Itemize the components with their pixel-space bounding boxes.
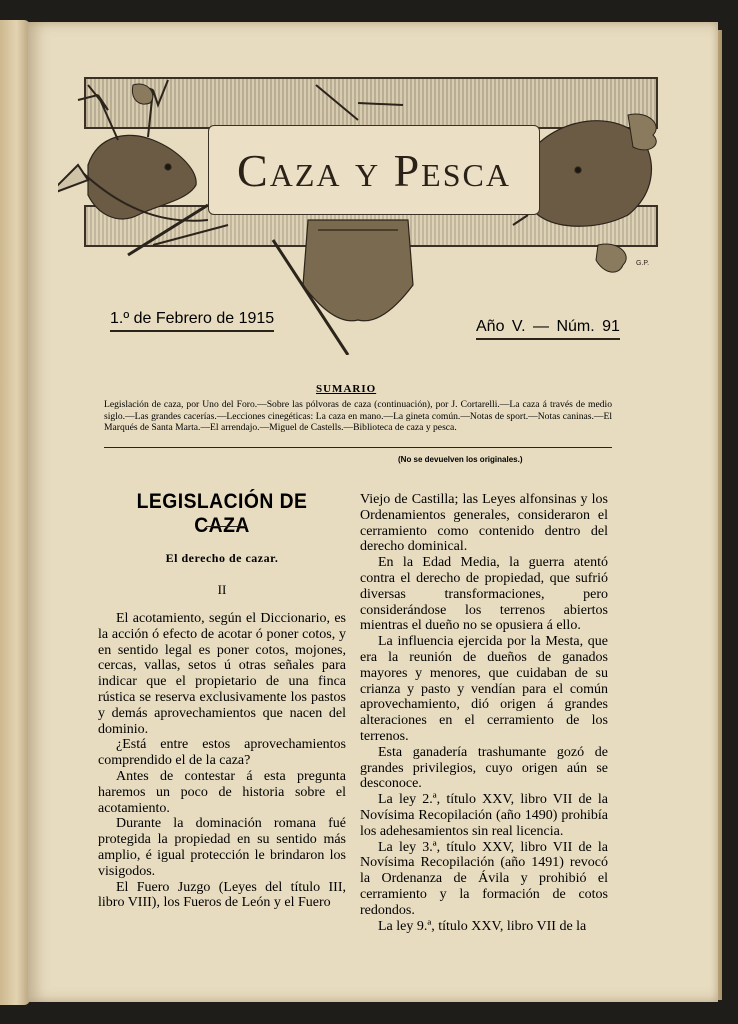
artist-signature: G.P.: [636, 260, 650, 267]
paragraph: En la Edad Media, la guerra atentó contra el derecho de propiedad, que sufrió diversas transformaciones, pero considerándose los terrenos abiertos mientras el dueño no se opusiera á ello.: [360, 555, 608, 634]
divider: [206, 526, 246, 527]
title-banner: [208, 125, 540, 215]
game-bag-icon: [303, 220, 413, 321]
sumario-text: Legislación de caza, por Uno del Foro.—Sobre las pólvoras de caza (continuación), por J. Cortarelli.—La caza á través de medio siglo.—Las grandes cacerías.—Lecciones cinegéticas: La caza en mano.—La gineta común.—Notas de sport.—Notas caninas.—El Marqués de Santa Marta.—El arrendajo.—Miguel de Castells.—Biblioteca de caza y pesca.: [104, 399, 612, 433]
paragraph: La ley 3.ª, título XXV, libro VII de la Novísima Recopilación (año 1491) revocó la Ordenanza de Ávila y prohibió el cerramiento y la formación de cotos redondos.: [360, 839, 608, 918]
masthead: [58, 55, 658, 295]
paragraph: Durante la dominación romana fué protegida la propiedad en su sentido más amplio, é igual protección le brindaron los visigodos.: [98, 816, 346, 879]
sumario-heading: SUMARIO: [316, 383, 377, 395]
article-column-left: [98, 611, 346, 911]
spear-icon: [316, 85, 403, 120]
article-subtitle: El derecho de cazar.: [165, 551, 279, 565]
paragraph: Viejo de Castilla; las Leyes alfonsinas y los Ordenamientos generales, consideraron el cerramiento como contenido dentro del derecho dominical.: [360, 492, 608, 555]
paragraph: El acotamiento, según el Diccionario, es la acción ó efecto de acotar ó poner cotos, y en sentido legal es poner cotos, mojones, cercas, vallas, setos ú otras señales para indicar que el propietario de una finca rústica se reserva exclusivamente los pastos y demás aprovechamientos que nacen del dominio.: [98, 611, 346, 737]
issue-number: Año V. — Núm. 91: [476, 318, 620, 340]
book-spine: [0, 20, 30, 1005]
paragraph: Esta ganadería trashumante gozó de grandes privilegios, cuyo origen aún se desconoce.: [360, 744, 608, 792]
divider: [104, 447, 612, 448]
paragraph: Antes de contestar á esta pregunta haremos un poco de historia sobre el acotamiento.: [98, 768, 346, 816]
magazine-title: Caza y Pesca: [237, 144, 511, 196]
sumario-note: (No se devuelven los originales.): [398, 455, 523, 464]
paragraph: La ley 9.ª, título XXV, libro VII de la: [378, 918, 587, 934]
article-title: LEGISLACIÓN DE CAZA: [136, 490, 308, 537]
article-column-right: [360, 492, 608, 934]
issue-date: 1.º de Febrero de 1915: [110, 310, 274, 332]
paragraph: ¿Está entre estos aprovechamientos comprendido el de la caza?: [98, 737, 346, 769]
paragraph: La influencia ejercida por la Mesta, que era la reunión de dueños de ganados mayores y menores, que cuidaban de su crianza y pasto y vendían para el común aprovechamiento, dió origen á grandes alteraciones en el cerramiento de los terrenos.: [360, 634, 608, 744]
paragraph: La ley 2.ª, título XXV, libro VII de la Novísima Recopilación (año 1490) prohibía los adehesamientos sin real licencia.: [360, 792, 608, 839]
article-section-number: II: [217, 582, 227, 597]
paragraph: El Fuero Juzgo (Leyes del título III, libro VIII), los Fueros de León y el Fuero: [98, 879, 346, 911]
